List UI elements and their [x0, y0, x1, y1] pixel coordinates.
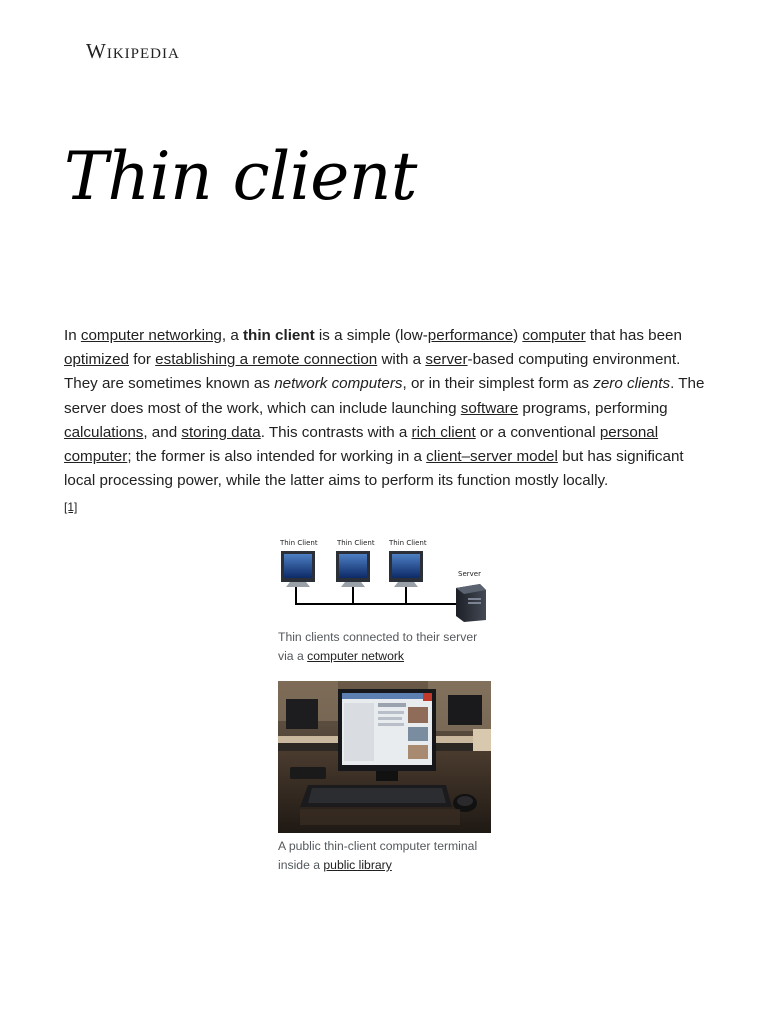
lead-text: )	[513, 327, 523, 344]
link-performance[interactable]: performance	[427, 327, 514, 344]
link-personal-computer[interactable]: personal computer	[64, 423, 659, 466]
lead-text: that has been	[585, 327, 682, 344]
wikipedia-wordmark[interactable]	[86, 39, 180, 64]
public-terminal-photo[interactable]	[278, 681, 491, 833]
caption-text: Thin clients connected to their server via a	[278, 630, 478, 663]
diagram-label-server: Server	[458, 570, 481, 578]
page-title: Thin client	[64, 138, 417, 215]
link-computer[interactable]: computer	[522, 327, 586, 344]
monitor-icon	[336, 551, 370, 587]
link-computer-networking[interactable]: computer networking	[80, 327, 222, 344]
link-establishing-remote-connection[interactable]: establishing a remote connection	[155, 351, 378, 369]
lead-text: -based computing environment. They are sometimes known as	[64, 351, 681, 393]
caption-text: A public thin-client computer terminal inside a	[278, 839, 478, 872]
figure-caption	[278, 837, 492, 875]
link-client-server-model[interactable]: client–server model	[426, 448, 558, 466]
link-storing-data[interactable]: storing data	[181, 423, 261, 441]
term-zero-clients: zero clients	[593, 375, 671, 393]
lead-text: In	[64, 327, 81, 344]
figure-caption	[278, 628, 492, 666]
network-lines	[295, 587, 462, 604]
term-network-computers: network computers	[274, 375, 403, 393]
figure-public-terminal	[278, 681, 492, 875]
link-computer-network[interactable]: computer network	[307, 649, 405, 663]
link-server[interactable]: server	[425, 351, 468, 369]
wordmark-link[interactable]: Wikipedia	[86, 39, 180, 63]
link-software[interactable]: software	[460, 399, 519, 417]
link-public-library[interactable]: public library	[323, 858, 392, 872]
lead-paragraph	[64, 324, 712, 518]
lead-text: with a	[377, 351, 426, 369]
lead-text: , a	[221, 327, 243, 344]
lead-text: , and	[143, 423, 182, 441]
link-calculations[interactable]: calculations	[64, 423, 144, 441]
lead-text: programs, performing	[518, 399, 668, 417]
lead-text: or a conventional	[475, 423, 600, 441]
lead-text: , or in their simplest form as	[402, 375, 594, 393]
term-thin-client: thin client	[242, 327, 315, 344]
monitor-icon	[281, 551, 315, 587]
lead-text: for	[129, 351, 156, 369]
diagram-label-thin-client-3: Thin Client	[389, 539, 427, 547]
citation-ref-1[interactable]: [1]	[64, 500, 78, 515]
lead-text: but has significant local processing power, while the latter aims to perform its function mostly locally.	[64, 448, 684, 490]
diagram-label-thin-client-2: Thin Client	[337, 539, 375, 547]
link-rich-client[interactable]: rich client	[411, 423, 476, 441]
server-icon	[456, 584, 486, 622]
link-optimized[interactable]: optimized	[64, 351, 129, 369]
network-diagram-image[interactable]	[278, 536, 492, 624]
lead-text: . This contrasts with a	[260, 423, 412, 441]
figure-network-diagram	[278, 536, 492, 666]
lead-text: ; the former is also intended for working in a	[127, 448, 427, 466]
lead-text: . The server does most of the work, which can include launching	[64, 375, 705, 417]
lead-text: is a simple (low-	[314, 327, 428, 344]
monitor-icon	[389, 551, 423, 587]
diagram-label-thin-client-1: Thin Client	[280, 539, 318, 547]
